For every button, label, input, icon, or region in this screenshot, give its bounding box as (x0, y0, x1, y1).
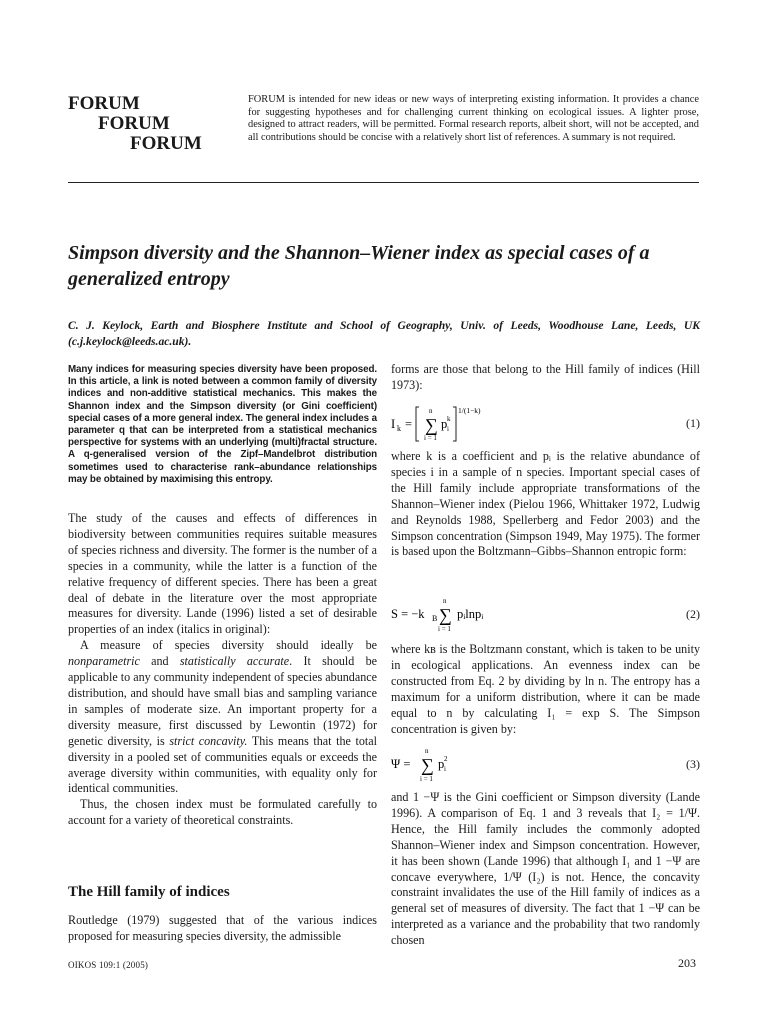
eq1-sum-upper: n (429, 407, 433, 415)
header-rule (68, 182, 699, 183)
eq3-lhs: Ψ = (391, 757, 411, 771)
equation-3-number: (3) (686, 757, 700, 771)
paragraph-hill-intro: forms are those that belong to the Hill family of indices (Hill 1973): (391, 362, 700, 392)
eq1-term: p (441, 417, 448, 431)
equation-2 (391, 595, 700, 635)
eq2-sum-upper: n (443, 597, 447, 605)
paragraph-quote: A measure of species diversity should ideally be nonparametric and statistically accurate. It should be applicable to any community independent of species abundance distribution, and should have small bias and sampling variance in samples of moderate size. An important property for a diversity measure, first discussed by Lewontin (1972) for genetic diversity, is strict concavity. This means that the total diversity in a pooled set of communities equals or exceeds the average diversity within communities, with equality only for identical communities. (68, 638, 377, 796)
eq2-sum-lower: i = 1 (438, 625, 451, 633)
eq1-exponent: 1/(1−k) (458, 406, 481, 415)
abstract: Many indices for measuring species diversity have been proposed. In this article, a link is noted between a common family of diversity indices and non-additive statistical mechanics. This makes the Shannon index and the Simpson diversity (or Gini coefficient) special cases of a more general index. The general index includes a parameter q that can be interpreted from a statistical mechanics perspective for systems with an underlying (multi)fractal structure. A q-generalised version of the Zipf–Mandelbrot distribution sometimes used to characterise rank–abundance relationships may be obtained by maximising this entropy. (68, 364, 377, 485)
eq1-term-sub: i (447, 425, 449, 433)
paragraph-boltzmann: where kʙ is the Boltzmann constant, which is taken to be unity in ecological applications. An evenness index can be constructed from Eq. 2 by dividing by ln n. The entropy has a maximum for a uniform distribution, where it can be made equal to n by calculating I₁ = exp S. The Simpson concentration is given by: (391, 642, 700, 736)
eq3-term: p (438, 757, 445, 771)
article-authors: C. J. Keylock, Earth and Biosphere Institute and School of Geography, Univ. of Leeds, Woodhouse Lane, Leeds, UK (c.j.keylock@leeds.ac.uk). (68, 319, 700, 348)
equation-2-graphic (391, 595, 551, 635)
equation-3-graphic (391, 745, 551, 785)
eq2-lhs: S = −k (391, 607, 425, 621)
equation-1-graphic (391, 404, 551, 444)
eq1-sum-lower: i = 1 (424, 434, 437, 442)
forum-label-3: FORUM (130, 133, 202, 154)
forum-label-1: FORUM (68, 93, 140, 114)
eq3-term-sup: 2 (444, 755, 448, 763)
eq3-sum-upper: n (425, 747, 429, 755)
paragraph-routledge: Routledge (1979) suggested that of the various indices proposed for measuring species diversity, the admissible (68, 913, 377, 943)
page-number: 203 (678, 956, 696, 970)
article-title: Simpson diversity and the Shannon–Wiener index as special cases of a generalized entropy (68, 242, 650, 290)
section-heading: The Hill family of indices (68, 884, 230, 900)
paragraph-constraints: Thus, the chosen index must be formulated carefully to account for a variety of theoretical constraints. (68, 797, 377, 828)
svg-text:∑: ∑ (421, 755, 434, 775)
forum-label-2: FORUM (98, 113, 170, 134)
paragraph-intro: The study of the causes and effects of differences in biodiversity between communities requires suitable measures of species richness and diversity. The former is the number of a species in a community, while the latter is a function of the relative frequency of different species. There has been a great deal of debate in the literature over the most appropriate measures for diversity. Lande (1996) listed a set of desirable properties of an index (italics in original): (68, 511, 377, 637)
forum-description: FORUM is intended for new ideas or new ways of interpreting existing information. It provides a chance for suggesting hypotheses and for challenging current thinking on ecological issues. A lighter prose, designed to attract readers, will be permitted. Formal research reports, albeit short, will not be accepted, and all contributions should be concise with a relatively short list of references. A summary is not required. (248, 94, 699, 143)
journal-citation: OIKOS 109:1 (2005) (68, 960, 149, 970)
equation-1 (391, 404, 700, 444)
eq3-term-sub: i (444, 765, 446, 773)
eq3-sum-lower: i = 1 (420, 775, 433, 783)
left-column-body (68, 511, 377, 829)
eq1-lhs-sub: k (397, 424, 401, 433)
eq2-lhs-sub: B (432, 614, 438, 623)
eq1-term-sup: k (447, 415, 451, 423)
paragraph-gini: and 1 −Ψ is the Gini coefficient or Simpson diversity (Lande 1996). A comparison of Eq. 1 and 3 reveals that I₂ = 1/Ψ. Hence, the Hill family includes the commonly adopted Shannon–Wiener index and Simpson concentration. However, it has been shown (Lande 1996) that although I₁ and 1 −Ψ are concave everywhere, 1/Ψ (I₂) is not. Hence, the concavity constraint invalidates the use of the Hill family of indices as a general set of measures of diversity. The fact that 1 −Ψ can be interpreted as a variance and the probability that two randomly chosen (391, 790, 700, 948)
svg-text:∑: ∑ (439, 605, 452, 625)
equation-3 (391, 745, 700, 785)
equation-1-number: (1) (686, 416, 700, 430)
equation-2-number: (2) (686, 607, 700, 621)
svg-text:=: = (405, 417, 413, 431)
eq2-term: pᵢlnpᵢ (457, 607, 484, 621)
svg-text:∑: ∑ (425, 415, 438, 435)
eq1-lhs: I (391, 417, 396, 431)
paragraph-hill-cases: where k is a coefficient and pᵢ is the relative abundance of species i in a sample of n species. Important special cases of the Hill family include appropriate transformations of the Shannon–Wiener index (Pielou 1966, Whittaker 1972, Ludwig and Reynolds 1988, Spellerberg and Fedor 2003) and the Simpson concentration (Simpson 1949, May 1975). The former is based upon the Boltzmann–Gibbs–Shannon entropic form: (391, 449, 700, 559)
